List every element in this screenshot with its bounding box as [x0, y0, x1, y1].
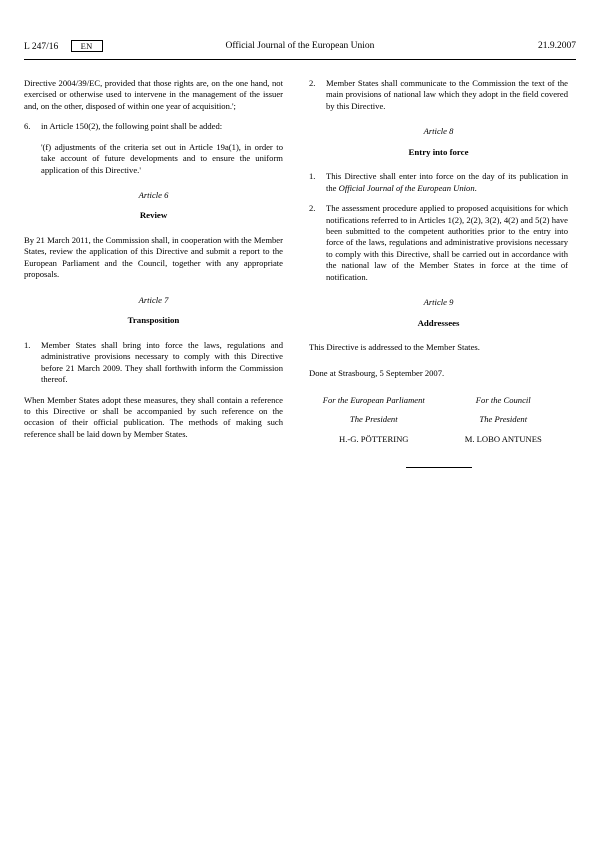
parliament-role: The President [349, 413, 398, 424]
article-7-paragraph-2: When Member States adopt these measures, they shall contain a reference to this Directive or shall be accompanied by such reference on the occasion of their official publication. The methods of making such reference shall be laid down by Member States. [24, 394, 283, 439]
article-7-paragraph-1 [24, 340, 283, 386]
article-7-title: Transposition [127, 315, 180, 326]
item-6-text: in Article 150(2), the following point shall be added: [41, 121, 223, 132]
two-column-body [22, 78, 578, 468]
article-8-p2-text: The assessment procedure applied to proposed acquisitions for which notifications referred to in Articles 1(2), 2(2), 3(2), 4(2) and 5(2) have been submitted to the competent authorities prior to the entry into force of the laws, regulations and administrative provisions necessary to comply with this Directive, shall be carried out in accordance with the national law of the Member States in force at the time of notification. [326, 203, 568, 282]
item-6-number: 6. [24, 121, 31, 132]
point-f-text: '(f) adjustments of the criteria set out in Article 19a(1), in order to take account of future developments and to ensure the uniform application of this Directive.' [41, 141, 283, 175]
language-badge: EN [71, 40, 103, 53]
article-7-p1-text: Member States shall bring into force the laws, regulations and administrative provisions necessary to comply with this Directive before 21 March 2009. They shall forthwith inform the Commission thereof. [41, 339, 283, 385]
numbered-item-6 [24, 121, 283, 132]
right-column [309, 78, 568, 468]
header-left [24, 40, 144, 53]
signature-block [309, 395, 568, 445]
parliament-president-name: H.-G. PÖTTERING [339, 433, 409, 444]
header-title: Official Journal of the European Union [225, 41, 375, 51]
article-8-p1-text-a: This Directive shall enter into force on the day of its publication in the [326, 171, 568, 193]
done-at-line: Done at Strasbourg, 5 September 2007. [309, 367, 445, 378]
article-7-label: Article 7 [138, 294, 169, 305]
article-8-paragraph-2 [309, 203, 568, 283]
article-9-text: This Directive is addressed to the Member States. [309, 342, 480, 353]
article-9-label: Article 9 [423, 297, 454, 308]
council-president-name: M. LOBO ANTUNES [464, 433, 542, 444]
article-8-label: Article 8 [423, 126, 454, 137]
journal-reference: L 247/16 [24, 41, 59, 52]
article-7-p1-number: 1. [24, 339, 31, 350]
article-8-p2-number: 2. [309, 203, 316, 214]
article-7-paragraph-3 [309, 78, 568, 112]
article-6-title: Review [139, 210, 168, 221]
council-role: The President [479, 413, 528, 424]
left-column [24, 78, 283, 468]
article-8-p1-number: 1. [309, 171, 316, 182]
journal-name-italic: Official Journal of the European Union [338, 182, 475, 193]
end-of-document-rule [406, 467, 472, 468]
article-8-p1-text-b: . [474, 182, 477, 193]
article-7-p3-text: Member States shall communicate to the Commission the text of the main provisions of national law which they adopt in the field covered by this Directive. [326, 78, 568, 111]
council-institution: For the Council [475, 395, 531, 406]
header-date: 21.9.2007 [538, 41, 576, 51]
parliament-institution: For the European Parliament [322, 395, 425, 406]
signature-parliament [309, 395, 439, 445]
header-divider [24, 59, 576, 60]
article-8-paragraph-1 [309, 171, 568, 194]
article-9-title: Addressees [417, 317, 460, 328]
article-8-title: Entry into force [408, 146, 469, 157]
signature-council [439, 395, 569, 445]
continued-paragraph: Directive 2004/39/EC, provided that those rights are, on the one hand, not exercised or otherwise used to intervene in the management of the issuer and, on the other, disposed of within one year of acquisition.'; [24, 78, 283, 111]
article-6-text: By 21 March 2011, the Commission shall, in cooperation with the Member States, review the application of this Directive and submit a report to the European Parliament and the Council, together with any appropriate proposals. [24, 235, 283, 280]
page-header [22, 38, 578, 54]
article-8-p1-text [326, 171, 568, 194]
article-6-label: Article 6 [138, 189, 169, 200]
article-7-p3-number: 2. [309, 78, 316, 88]
